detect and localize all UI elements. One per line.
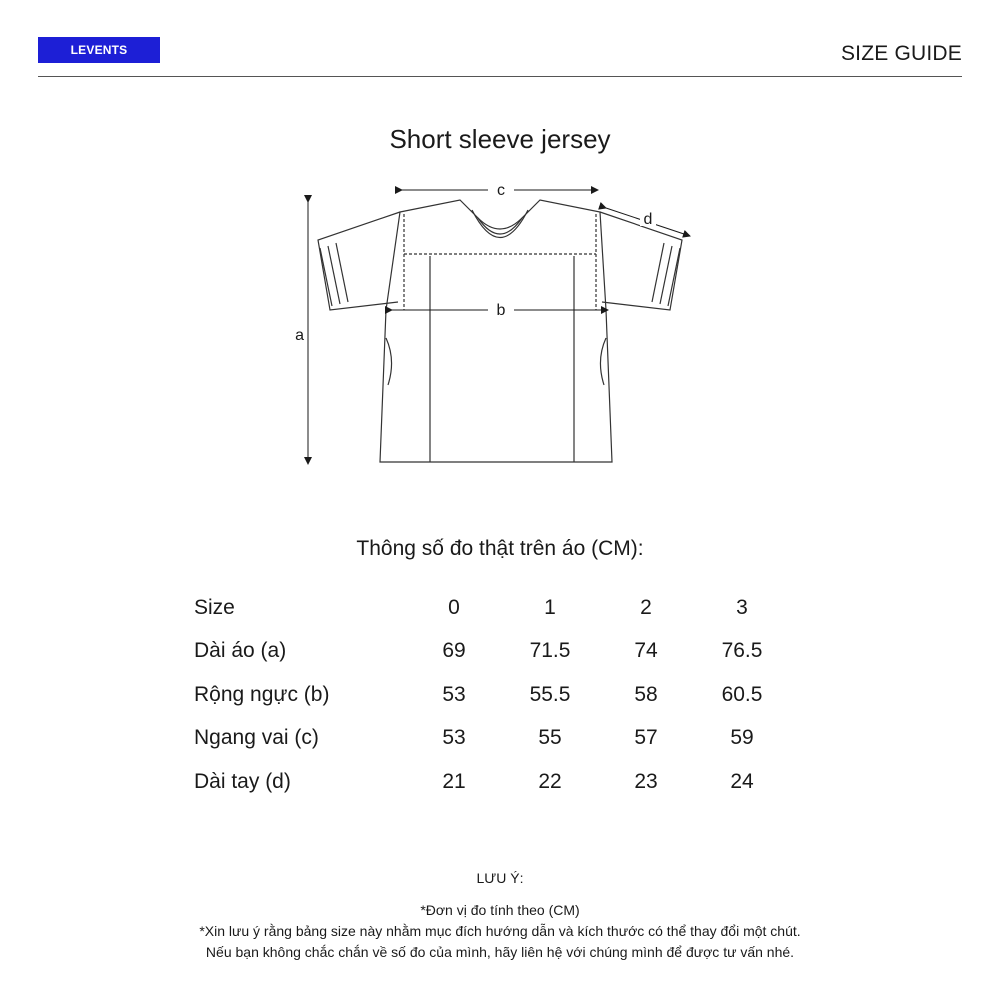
notes-title: LƯU Ý: [476,870,524,886]
header-size: 0 [448,595,460,619]
table-cell: 58 [634,682,658,706]
measure-c-label: c [497,182,505,199]
table-cell: 74 [634,639,658,663]
row-label: Ngang vai (c) [194,726,319,750]
note-line: *Đơn vị đo tính theo (CM) [420,902,580,918]
table-row [194,630,790,674]
table-cell: 71.5 [529,639,571,663]
header-divider [38,76,962,77]
row-label: Rộng ngực (b) [194,682,330,706]
table-cell: 53 [442,682,466,706]
header-size: 3 [736,595,748,619]
row-label: Dài áo (a) [194,639,287,663]
table-row [194,673,790,717]
page-title: SIZE GUIDE [840,42,962,65]
table-cell: 55.5 [529,682,571,706]
header-size: 2 [640,595,652,619]
note-line: *Xin lưu ý rằng bảng size này nhằm mục đích hướng dẫn và kích thước có thể thay đổi một chút. [199,923,801,939]
table-cell: 69 [442,639,466,663]
table-cell: 53 [442,726,466,750]
jersey-diagram [280,170,720,480]
table-cell: 24 [730,769,754,793]
product-title: Short sleeve jersey [389,124,611,154]
table-cell: 59 [730,726,754,750]
table-cell: 22 [538,769,562,793]
table-row [194,760,790,804]
measure-a-label: a [295,327,304,344]
table-cell: 23 [634,769,658,793]
jersey-outline [318,200,682,462]
table-cell: 21 [442,769,466,793]
table-cell: 76.5 [721,639,763,663]
header-size: 1 [544,595,556,619]
table-row [194,717,790,761]
table-caption: Thông số đo thật trên áo (CM): [356,537,644,560]
measure-d-label: d [643,211,653,228]
table-cell: 57 [634,726,658,750]
table-header-row [194,586,790,630]
size-table [194,586,790,804]
header-label: Size [194,595,235,619]
table-cell: 60.5 [721,682,763,706]
notes [0,900,1000,963]
note-line: Nếu bạn không chắc chắn về số đo của mình, hãy liên hệ với chúng mình để được tư vấn nhé. [205,944,795,960]
brand-logo: LEVENTS [38,37,160,63]
table-cell: 55 [538,726,562,750]
row-label: Dài tay (d) [194,769,291,793]
measure-b-label: b [496,302,506,319]
